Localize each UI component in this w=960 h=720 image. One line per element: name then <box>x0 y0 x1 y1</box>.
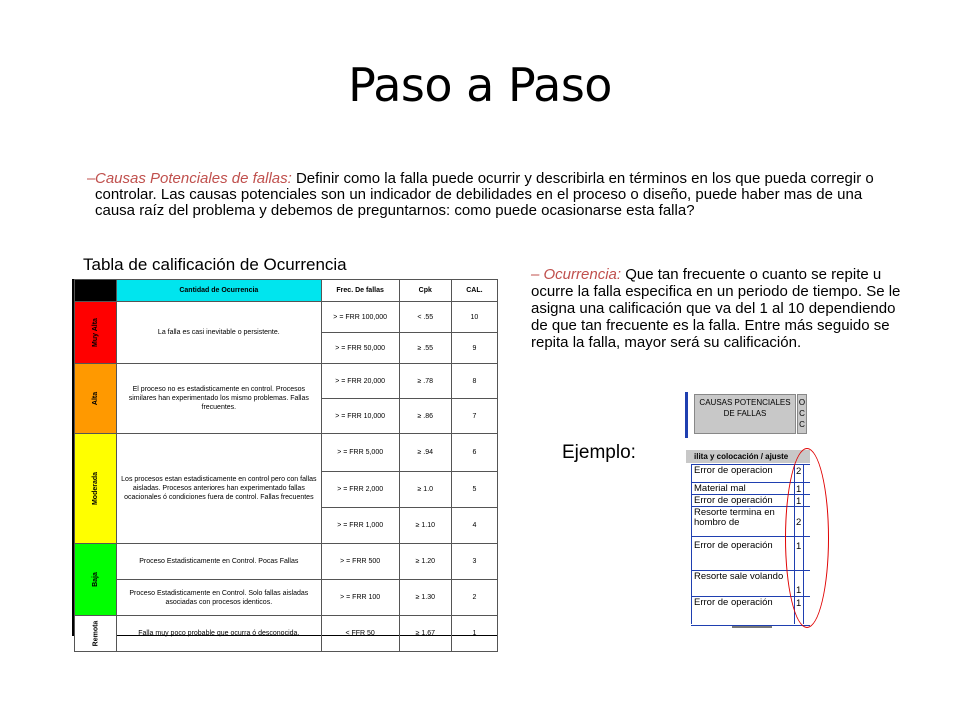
group-alta: Alta <box>75 364 117 434</box>
cal-cell: 2 <box>451 580 497 616</box>
cal-cell: 7 <box>451 399 497 434</box>
cal-cell: 6 <box>451 434 497 472</box>
table-row <box>75 616 498 652</box>
list-item: Material mal 1 <box>691 482 810 495</box>
example-label: Ejemplo: <box>562 442 636 463</box>
table-row <box>75 302 498 333</box>
frec-cell: > = FRR 1,000 <box>321 508 399 544</box>
cal-cell: 5 <box>451 472 497 508</box>
highlight-oval <box>785 448 829 628</box>
list-item: Error de operación 1 <box>691 494 810 507</box>
ocurrencia-text: Que tan frecuente o cuanto se repite u ocurre la falla especifica en un periodo de tiempo. Se le asigna una calificación que va del 1 al 10 dependiendo de que tan frecuente es la falla. Entre más seguido se repita la falla, mayor será su calificación. <box>531 266 901 351</box>
header-corner <box>75 280 117 302</box>
desc-baja-2: Proceso Estadisticamente en Control. Solo fallas aisladas asociadas con procesos identicos. <box>117 580 321 616</box>
example-header-snippet <box>685 392 810 438</box>
bullet-causas-potenciales <box>87 170 885 219</box>
cal-cell: 4 <box>451 508 497 544</box>
bullet-dash: – <box>87 170 96 187</box>
desc-remota: Falla muy poco probable que ocurra ó desconocida. <box>117 616 321 652</box>
cpk-cell: ≥ 1.0 <box>399 472 451 508</box>
causas-header-cell: CAUSAS POTENCIALES DE FALLAS <box>694 394 796 434</box>
table-row <box>75 544 498 580</box>
cpk-cell: < .55 <box>399 302 451 333</box>
table-row <box>75 364 498 399</box>
group-muy-alta: Muy Alta <box>75 302 117 364</box>
cpk-cell: ≥ 1.67 <box>399 616 451 652</box>
list-item: Error de operacion 2 <box>691 464 810 483</box>
ocurrencia-paragraph <box>531 266 911 351</box>
header-cal: CAL. <box>451 280 497 302</box>
scroll-marker <box>732 626 772 628</box>
frec-cell: > = FRR 500 <box>321 544 399 580</box>
frec-cell: > = FRR 10,000 <box>321 399 399 434</box>
header-frec: Frec. De fallas <box>321 280 399 302</box>
bullet-lead: Causas Potenciales de fallas: <box>95 170 292 187</box>
cal-cell: 8 <box>451 364 497 399</box>
section-header: ilita y colocación / ajuste <box>686 450 810 463</box>
desc-alta: El proceso no es estadisticamente en control. Procesos similares han experimentado los mismo problemas. Fallas frecuentes. <box>117 364 321 434</box>
table-row <box>75 580 498 616</box>
table-row <box>75 434 498 472</box>
cal-cell: 10 <box>451 302 497 333</box>
desc-moderada: Los procesos estan estadisticamente en control pero con fallas aisladas. Procesos anteriores han experimentado fallas ocacionales ó condiciones fuera de control. Fallas frecuentes <box>117 434 321 544</box>
group-baja: Baja <box>75 544 117 616</box>
desc-muy-alta: La falla es casi inevitable o persistente. <box>117 302 321 364</box>
cpk-cell: ≥ 1.10 <box>399 508 451 544</box>
frec-cell: > = FRR 2,000 <box>321 472 399 508</box>
group-moderada: Moderada <box>75 434 117 544</box>
frec-cell: > = FRR 20,000 <box>321 364 399 399</box>
list-item: Error de operación 1 <box>691 596 810 626</box>
cal-cell: 9 <box>451 333 497 364</box>
header-cantidad: Cantidad de Ocurrencia <box>117 280 321 302</box>
list-item: Resorte termina en hombro de 2 <box>691 506 810 537</box>
frec-cell: > = FRR 5,000 <box>321 434 399 472</box>
cpk-cell: ≥ 1.20 <box>399 544 451 580</box>
frec-cell: > = FRR 50,000 <box>321 333 399 364</box>
table-header-row <box>75 280 498 302</box>
frec-cell: > = FRR 100 <box>321 580 399 616</box>
cpk-cell: ≥ 1.30 <box>399 580 451 616</box>
ocurrencia-lead: – Ocurrencia: <box>531 266 622 283</box>
column-border <box>685 392 688 438</box>
header-cpk: Cpk <box>399 280 451 302</box>
cpk-cell: ≥ .86 <box>399 399 451 434</box>
cpk-cell: ≥ .78 <box>399 364 451 399</box>
occ-header-cell: O C C <box>797 394 807 434</box>
frec-cell: > = FRR 100,000 <box>321 302 399 333</box>
bullet-text: Definir como la falla puede ocurrir y describirla en términos en los que pueda corregir o controlar. Las causas potenciales son un indicador de debilidades en el proceso o diseño, puede haber mas de una causa raíz del problema y debemos de preguntarnos: como puede ocasionarse esta falla? <box>95 170 874 219</box>
cpk-cell: ≥ .94 <box>399 434 451 472</box>
cal-cell: 1 <box>451 616 497 652</box>
list-item: Resorte sale volando 1 <box>691 570 810 597</box>
slide-title: Paso a Paso <box>348 58 612 112</box>
frec-cell: < FFR 50 <box>321 616 399 652</box>
cal-cell: 3 <box>451 544 497 580</box>
desc-baja-1: Proceso Estadisticamente en Control. Pocas Fallas <box>117 544 321 580</box>
table-caption: Tabla de calificación de Ocurrencia <box>83 255 347 274</box>
list-item: Error de operación 1 <box>691 536 810 571</box>
cpk-cell: ≥ .55 <box>399 333 451 364</box>
occurrence-rating-table <box>72 279 498 647</box>
group-remota: Remota <box>75 616 117 652</box>
